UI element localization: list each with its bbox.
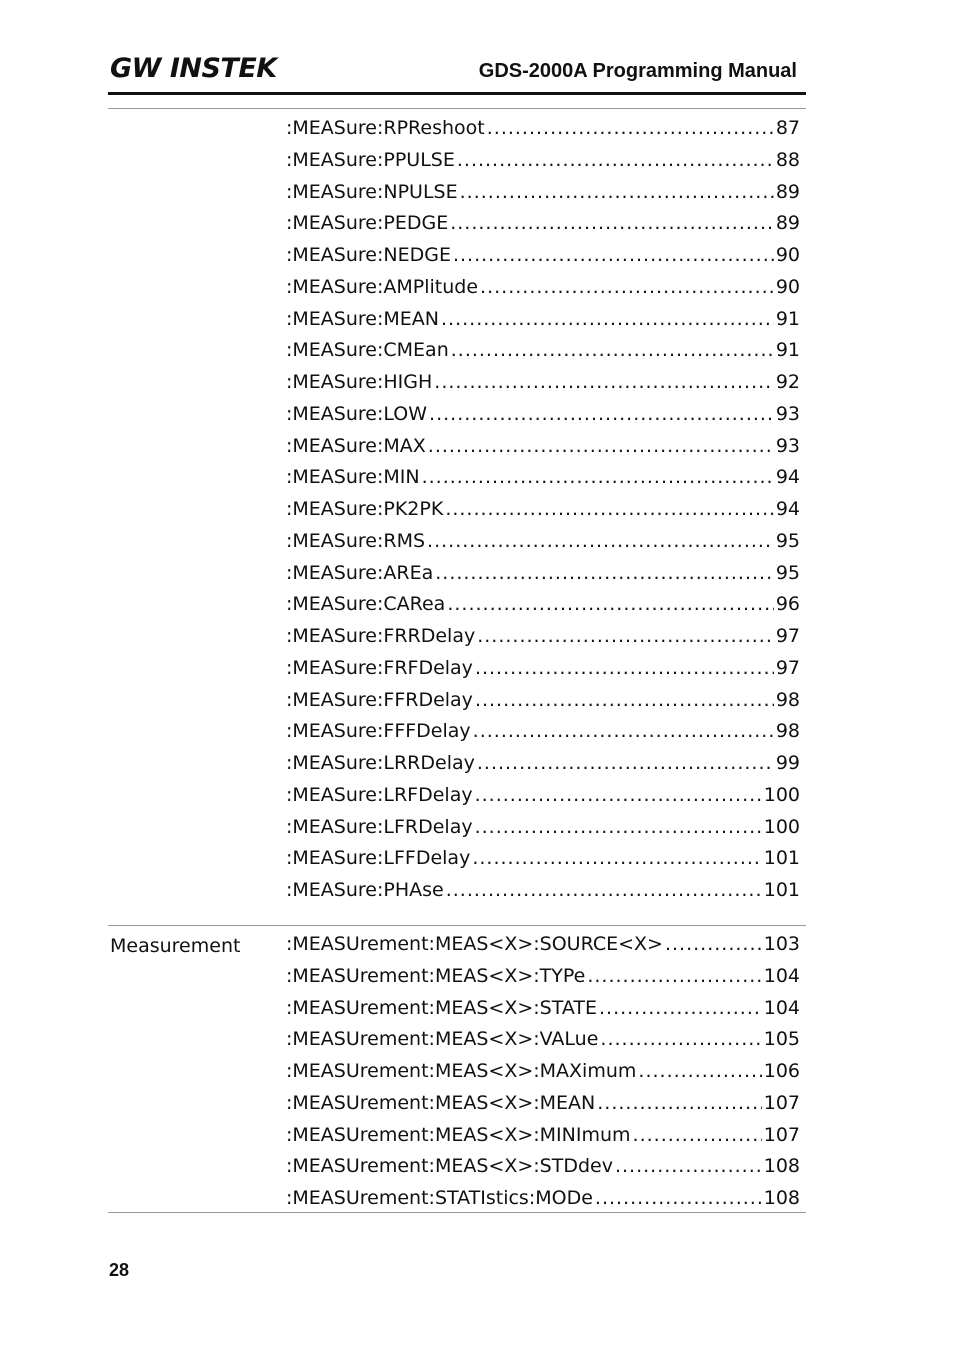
toc-page-number: 91 <box>775 307 800 330</box>
toc-command: :MEASUrement:MEAS<X>:MEAN <box>286 1091 596 1114</box>
toc-page-number: 90 <box>775 275 800 298</box>
toc-leader-dots <box>473 716 774 748</box>
toc-command: :MEASure:MIN <box>286 466 420 489</box>
toc-entry[interactable] <box>286 961 800 993</box>
toc-entry[interactable] <box>286 685 800 717</box>
toc-entry[interactable] <box>286 431 800 463</box>
toc-entry[interactable] <box>286 929 800 961</box>
toc-page-number: 95 <box>775 561 800 584</box>
toc-leader-dots <box>450 208 774 240</box>
toc-entry[interactable] <box>286 335 800 367</box>
toc-command: :MEASUrement:MEAS<X>:VALue <box>286 1028 599 1051</box>
toc-entry[interactable] <box>286 716 800 748</box>
toc-page-number: 97 <box>775 625 800 647</box>
toc-entry[interactable] <box>286 462 800 494</box>
toc-leader-dots <box>477 748 774 780</box>
toc-entry[interactable] <box>286 780 800 812</box>
toc-entry[interactable] <box>286 367 800 399</box>
toc-leader-dots <box>441 304 774 336</box>
toc-leader-dots <box>472 843 761 875</box>
toc-command: :MEASure:RMS <box>286 529 426 552</box>
toc-page-number: 99 <box>775 752 800 774</box>
toc-page-number: 100 <box>763 815 800 838</box>
toc-list <box>286 929 800 1215</box>
toc-page-number: 101 <box>763 879 800 901</box>
toc-leader-dots <box>447 589 773 621</box>
toc-page-number: 105 <box>763 1028 800 1051</box>
toc-command: :MEASUrement:MEAS<X>:TYPe <box>286 964 586 987</box>
toc-entry[interactable] <box>286 812 800 844</box>
toc-leader-dots <box>434 367 774 399</box>
toc-page-number: 94 <box>775 498 800 520</box>
toc-page-number: 107 <box>763 1091 800 1114</box>
toc-command: :MEASure:LFFDelay <box>286 847 471 870</box>
toc-entry[interactable] <box>286 304 800 336</box>
toc-leader-dots <box>451 335 774 367</box>
toc-page-number: 88 <box>775 148 800 171</box>
toc-entry[interactable] <box>286 145 800 177</box>
toc-page-number: 103 <box>763 933 800 955</box>
toc-leader-dots <box>460 177 774 209</box>
toc-command: :MEASure:CMEan <box>286 339 449 362</box>
toc-entry[interactable] <box>286 621 800 653</box>
toc-leader-dots <box>597 1088 761 1120</box>
section-label: Measurement <box>110 935 241 957</box>
toc-leader-dots <box>487 113 774 145</box>
toc-entry[interactable] <box>286 494 800 526</box>
section-divider <box>108 1212 806 1213</box>
toc-page-number: 93 <box>775 402 800 425</box>
toc-page-number: 104 <box>763 964 800 987</box>
toc-page-number: 97 <box>775 656 800 679</box>
toc-page-number: 94 <box>775 466 800 489</box>
toc-command: :MEASure:RPReshoot <box>286 117 485 139</box>
toc-leader-dots <box>422 462 774 494</box>
toc-list <box>286 113 800 907</box>
toc-page-number: 106 <box>763 1060 800 1082</box>
gw-instek-logo <box>110 52 282 82</box>
toc-page-number: 101 <box>763 847 800 870</box>
toc-command: :MEASure:AREa <box>286 561 434 584</box>
toc-command: :MEASure:PHAse <box>286 879 444 901</box>
toc-page-number: 90 <box>775 244 800 266</box>
toc-entry[interactable] <box>286 875 800 907</box>
toc-command: :MEASUrement:MEAS<X>:MAXimum <box>286 1060 637 1082</box>
toc-entry[interactable] <box>286 558 800 590</box>
toc-command: :MEASure:NPULSE <box>286 180 458 203</box>
toc-leader-dots <box>638 1056 761 1088</box>
toc-command: :MEASure:PEDGE <box>286 212 449 235</box>
toc-leader-dots <box>475 780 762 812</box>
toc-command: :MEASure:MEAN <box>286 307 439 330</box>
toc-entry[interactable] <box>286 526 800 558</box>
toc-command: :MEASure:PK2PK <box>286 498 444 520</box>
toc-command: :MEASUrement:MEAS<X>:STDdev <box>286 1155 613 1178</box>
toc-entry[interactable] <box>286 1088 800 1120</box>
toc-command: :MEASUrement:MEAS<X>:STATE <box>286 996 597 1019</box>
toc-command: :MEASure:AMPlitude <box>286 275 479 298</box>
manual-title: GDS-2000A Programming Manual <box>478 60 797 82</box>
toc-leader-dots <box>615 1151 762 1183</box>
section-divider <box>108 108 806 109</box>
toc-page-number: 98 <box>775 720 800 743</box>
toc-command: :MEASure:LRRDelay <box>286 752 475 774</box>
toc-entry[interactable] <box>286 177 800 209</box>
toc-leader-dots <box>480 272 774 304</box>
toc-command: :MEASure:FRFDelay <box>286 656 473 679</box>
toc-entry[interactable] <box>286 1183 800 1215</box>
toc-command: :MEASUrement:MEAS<X>:SOURCE<X> <box>286 933 663 955</box>
toc-entry[interactable] <box>286 1024 800 1056</box>
toc-page-number: 98 <box>775 688 800 711</box>
toc-page-number: 91 <box>775 339 800 362</box>
toc-command: :MEASure:LOW <box>286 402 428 425</box>
header-rule <box>108 92 806 95</box>
toc-command: :MEASure:PPULSE <box>286 148 455 171</box>
toc-leader-dots <box>475 685 774 717</box>
toc-command: :MEASUrement:STATIstics:MODe <box>286 1187 593 1209</box>
toc-entry[interactable] <box>286 1151 800 1183</box>
toc-command: :MEASure:FFFDelay <box>286 720 471 743</box>
toc-entry[interactable] <box>286 1056 800 1088</box>
toc-entry[interactable] <box>286 653 800 685</box>
toc-leader-dots <box>599 993 762 1025</box>
toc-leader-dots <box>475 653 774 685</box>
toc-leader-dots <box>587 961 761 993</box>
toc-entry[interactable] <box>286 748 800 780</box>
toc-leader-dots <box>633 1120 762 1152</box>
toc-page-number: 95 <box>775 529 800 552</box>
toc-page-number: 92 <box>775 371 800 393</box>
toc-leader-dots <box>435 558 774 590</box>
toc-leader-dots <box>600 1024 761 1056</box>
toc-page-number: 108 <box>763 1187 800 1209</box>
toc-entry[interactable] <box>286 208 800 240</box>
toc-entry[interactable] <box>286 240 800 272</box>
toc-page-number: 87 <box>775 117 800 139</box>
section-divider <box>108 925 806 926</box>
toc-command: :MEASure:HIGH <box>286 371 433 393</box>
toc-entry[interactable] <box>286 1120 800 1152</box>
toc-command: :MEASure:LRFDelay <box>286 783 473 806</box>
toc-entry[interactable] <box>286 589 800 621</box>
toc-command: :MEASUrement:MEAS<X>:MINImum <box>286 1123 631 1146</box>
toc-command: :MEASure:LFRDelay <box>286 815 473 838</box>
toc-page-number: 107 <box>763 1123 800 1146</box>
toc-leader-dots <box>446 875 762 907</box>
toc-entry[interactable] <box>286 399 800 431</box>
toc-leader-dots <box>457 145 774 177</box>
toc-page-number: 93 <box>775 434 800 457</box>
toc-command: :MEASure:FFRDelay <box>286 688 473 711</box>
toc-leader-dots <box>477 621 774 653</box>
toc-leader-dots <box>429 399 774 431</box>
toc-page-number: 100 <box>763 783 800 806</box>
toc-command: :MEASure:CARea <box>286 593 446 616</box>
toc-leader-dots <box>427 526 774 558</box>
toc-entry[interactable] <box>286 113 800 145</box>
toc-page-number: 104 <box>763 996 800 1019</box>
toc-leader-dots <box>428 431 774 463</box>
toc-page-number: 89 <box>775 212 800 235</box>
page-number: 28 <box>109 1260 130 1280</box>
toc-leader-dots <box>453 240 774 272</box>
toc-command: :MEASure:NEDGE <box>286 244 451 266</box>
toc-leader-dots <box>475 812 762 844</box>
toc-command: :MEASure:FRRDelay <box>286 625 476 647</box>
toc-page-number: 108 <box>763 1155 800 1178</box>
toc-page-number: 89 <box>775 180 800 203</box>
toc-entry[interactable] <box>286 843 800 875</box>
toc-entry[interactable] <box>286 272 800 304</box>
toc-leader-dots <box>445 494 774 526</box>
toc-command: :MEASure:MAX <box>286 434 426 457</box>
toc-page-number: 96 <box>775 593 800 616</box>
toc-leader-dots <box>595 1183 762 1215</box>
toc-entry[interactable] <box>286 993 800 1025</box>
toc-leader-dots <box>665 929 762 961</box>
logo-text: GW INSTEK <box>110 53 277 82</box>
